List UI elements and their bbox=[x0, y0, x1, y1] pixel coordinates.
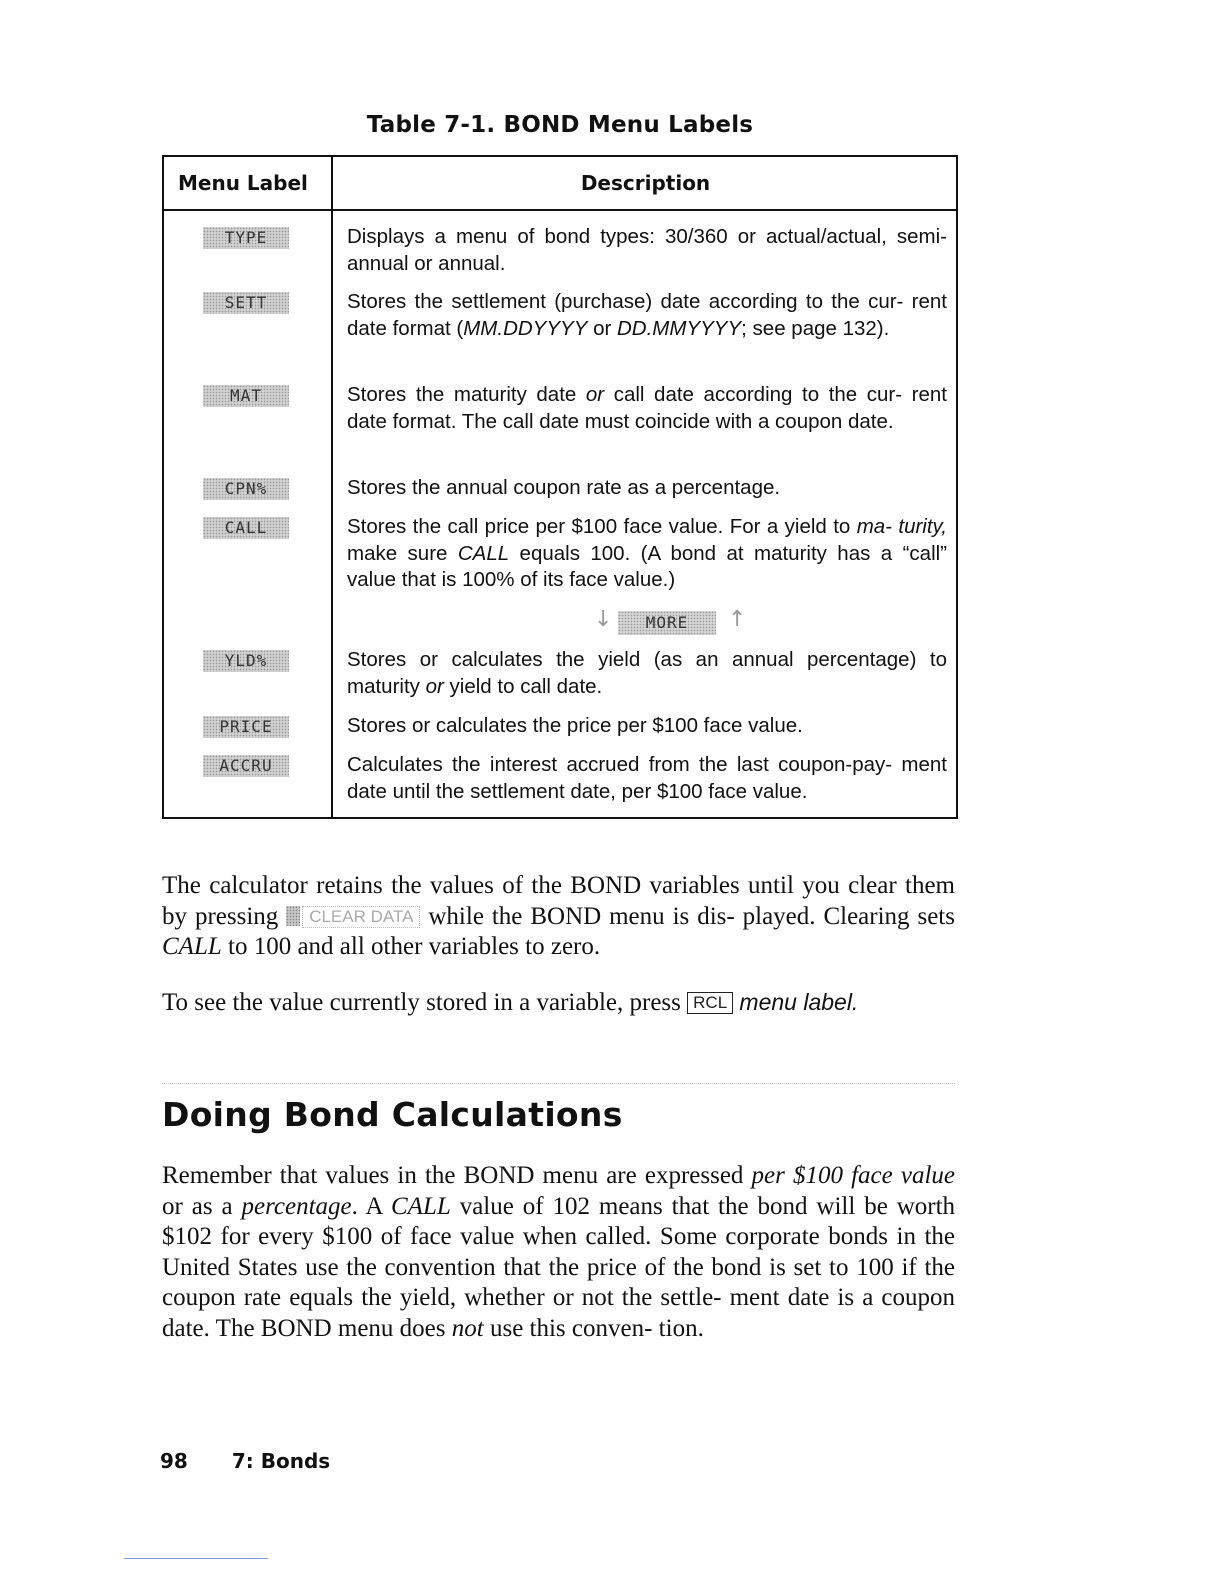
description-text: equals 100. (A bond at maturity has a “call” value that is 100% of its face value.) bbox=[347, 541, 947, 591]
menu-key-mat: MAT bbox=[203, 385, 289, 407]
description-cpn bbox=[347, 475, 947, 502]
paragraph-text: to 100 and all other variables to zero. bbox=[228, 933, 601, 960]
paragraph-remember bbox=[162, 1161, 955, 1344]
section-heading: Doing Bond Calculations bbox=[162, 1095, 623, 1134]
header-description: Description bbox=[580, 171, 711, 195]
bond-menu-table bbox=[162, 155, 958, 819]
page-footer bbox=[160, 1449, 330, 1473]
description-text: Stores or calculates the yield (as an annual percentage) to maturity bbox=[347, 648, 947, 698]
paragraph-text: Remember that values in the BOND menu are expressed bbox=[162, 1162, 744, 1189]
description-yld bbox=[347, 647, 947, 700]
table-column-divider bbox=[331, 157, 333, 817]
date-format-mdy: MM.DDYYYY bbox=[463, 316, 588, 340]
paragraph-text: use this conven- tion. bbox=[489, 1314, 704, 1342]
more-key-row bbox=[594, 607, 747, 645]
paragraph-text: value of 102 means that the bond will be worth $102 for every $100 of face value when called. Some corporate bonds in the United States use the convention that the price of the bond is set to 100 if the coupon rate equals the yield, whether or not the settle- ment date is a coupon date. The BOND menu does bbox=[162, 1192, 956, 1342]
description-text: Stores the maturity date bbox=[347, 383, 586, 406]
description-text: or bbox=[587, 316, 617, 340]
section-divider bbox=[162, 1083, 955, 1084]
menu-key-accru: ACCRU bbox=[203, 755, 289, 777]
header-menu-label: Menu Label bbox=[178, 171, 308, 195]
menu-key-type: TYPE bbox=[203, 227, 289, 249]
description-call bbox=[347, 514, 947, 594]
menu-key-yld: YLD% bbox=[203, 650, 289, 672]
emphasis-call: CALL bbox=[391, 1192, 451, 1220]
description-text: make sure bbox=[347, 541, 458, 565]
description-text: yield to call date. bbox=[443, 674, 603, 698]
description-text: Stores the call price per $100 face value. For a yield to bbox=[347, 515, 857, 538]
description-mat bbox=[347, 382, 947, 435]
description-accru bbox=[347, 752, 947, 805]
description-text: Stores the annual coupon rate as a percentage. bbox=[347, 476, 781, 499]
description-sett bbox=[347, 289, 947, 342]
paragraph-text: The calculator retains the values of the BOND variables until you clear them by pressing bbox=[162, 872, 955, 930]
description-text: call date according to the cur- rent date format. The call date must coincide with a coupon date. bbox=[347, 383, 947, 433]
arrow-down-icon: ↓ bbox=[594, 607, 613, 632]
page-number: 98 bbox=[160, 1449, 188, 1473]
menu-label-placeholder: menu label. bbox=[739, 989, 859, 1015]
paragraph-retains-values bbox=[162, 871, 955, 963]
description-price bbox=[347, 713, 947, 740]
menu-key-call: CALL bbox=[203, 517, 289, 539]
description-text: Stores or calculates the price per $100 face value. bbox=[347, 714, 803, 737]
menu-key-cpn: CPN% bbox=[203, 478, 289, 500]
clear-data-key: CLEAR DATA bbox=[302, 906, 420, 928]
emphasis-or: or bbox=[585, 383, 605, 406]
table-title: Table 7-1. BOND Menu Labels bbox=[366, 112, 754, 138]
emphasis-per-face-value: per $100 face value bbox=[751, 1162, 955, 1189]
paragraph-recall bbox=[162, 987, 955, 1019]
emphasis-percentage: percentage bbox=[241, 1192, 352, 1220]
menu-key-price: PRICE bbox=[203, 716, 289, 738]
description-type bbox=[347, 224, 947, 277]
emphasis-not: not bbox=[451, 1314, 484, 1342]
emphasis-or: or bbox=[425, 674, 444, 698]
paragraph-text: or as a bbox=[162, 1192, 233, 1220]
paragraph-text: To see the value currently stored in a variable, press bbox=[162, 989, 681, 1016]
scan-edge-line bbox=[124, 1558, 268, 1559]
description-text: Calculates the interest accrued from the last coupon-pay- ment date until the settlement date, per $100 face value. bbox=[347, 753, 947, 803]
paragraph-text: . A bbox=[351, 1192, 383, 1220]
table-header-divider bbox=[164, 209, 956, 211]
rcl-key: RCL bbox=[687, 992, 733, 1014]
chapter-title: 7: Bonds bbox=[231, 1449, 331, 1473]
shift-key-icon bbox=[286, 906, 300, 926]
date-format-dmy: DD.MMYYYY bbox=[617, 316, 742, 340]
emphasis-call: CALL bbox=[457, 541, 510, 565]
description-text: Stores the settlement (purchase) date according to the cur- rent date format ( bbox=[347, 290, 947, 340]
menu-key-more: MORE bbox=[618, 611, 716, 635]
emphasis-maturity: ma- turity, bbox=[856, 515, 947, 538]
emphasis-call: CALL bbox=[162, 933, 222, 960]
description-text: ; see page 132). bbox=[741, 316, 890, 340]
paragraph-text: while the BOND menu is dis- played. Clearing sets bbox=[428, 902, 955, 930]
description-text: Displays a menu of bond types: 30/360 or actual/actual, semi-annual or annual. bbox=[347, 225, 947, 275]
menu-key-sett: SETT bbox=[203, 292, 289, 314]
arrow-up-icon: ↑ bbox=[728, 607, 747, 632]
